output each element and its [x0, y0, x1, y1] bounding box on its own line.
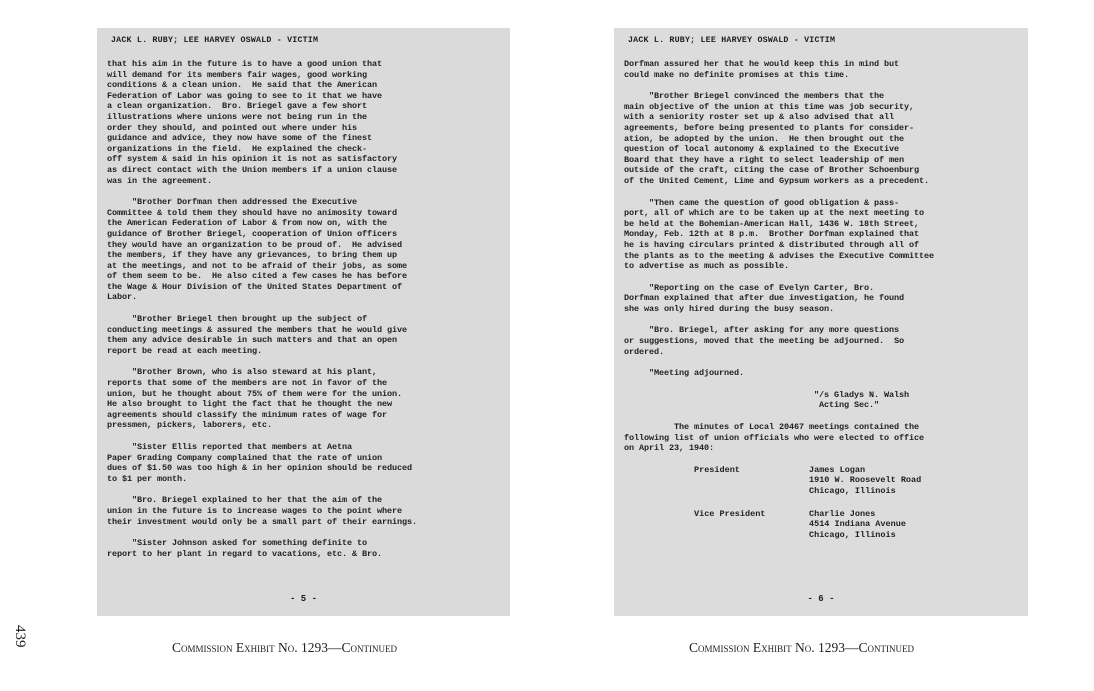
text-line: Paper Grading Company complained that the rate of union — [107, 452, 383, 463]
text-line: with a seniority roster set up & also advised that all — [624, 112, 895, 123]
right-page-header: JACK L. RUBY; LEE HARVEY OSWALD - VICTIM — [628, 36, 836, 45]
text-line: "Bro. Briegel explained to her that the aim of the — [107, 495, 383, 506]
text-line: off system & said in his opinion it is not as satisfactory — [107, 154, 398, 165]
text-line: "Brother Briegel then brought up the subject of — [107, 314, 368, 325]
text-line: organizations in the field. He explained the check- — [107, 143, 368, 154]
text-line: Committee & told them they should have no animosity toward — [107, 207, 398, 218]
text-line: Board that they have a right to select leadership of men — [624, 154, 905, 165]
text-line: "Brother Dorfman then addressed the Executive — [107, 197, 358, 208]
minutes-paragraph — [624, 422, 1018, 454]
right-page-number: - 6 - — [807, 594, 835, 604]
text-line: he is having circulars printed & distributed through all of — [624, 239, 920, 250]
text-line: they would have an organization to be proud of. He advised — [107, 239, 403, 250]
text-line: she was only hired during the busy season. — [624, 303, 835, 314]
text-line: Dorfman explained that after due investigation, he found — [624, 293, 905, 304]
text-line: to advertise as much as possible. — [624, 261, 790, 272]
text-line: could make no definite promises at this time. — [624, 69, 850, 80]
right-caption: Commission Exhibit No. 1293—Continued — [689, 640, 914, 655]
text-line: "Then came the question of good obligation & pass- — [624, 197, 900, 208]
text-line: agreements, before being presented to plants for consider- — [624, 122, 915, 133]
officer-address — [809, 509, 906, 541]
text-line: conducting meetings & assured the members that he would give — [107, 324, 408, 335]
text-line: main objective of the union at this time was job security, — [624, 101, 915, 112]
left-paragraph — [107, 59, 500, 186]
left-paragraph — [107, 442, 500, 484]
text-line: a clean organization. Bro. Briegel gave a few short — [107, 101, 368, 112]
text-line: ordered. — [624, 346, 665, 357]
right-paragraph — [624, 59, 1018, 80]
text-line: The minutes of Local 20467 meetings contained the — [624, 422, 920, 433]
text-line: dues of $1.50 was too high & in her opinion should be reduced — [107, 463, 413, 474]
text-line: guidance of Brother Briegel, cooperation of Union officers — [107, 228, 398, 239]
text-line: Chicago, Illinois — [809, 486, 896, 496]
right-paragraph — [624, 198, 1018, 272]
text-line: or suggestions, moved that the meeting be adjourned. So — [624, 336, 905, 347]
text-line: them any advice desirable in such matters and that an open — [107, 335, 398, 346]
text-line: of the United Cement, Lime and Gypsum workers as a precedent. — [624, 175, 930, 186]
text-line: Labor. — [107, 292, 138, 303]
officer-title: Vice President — [694, 508, 766, 519]
left-page-number: - 5 - — [289, 594, 317, 604]
right-paragraph — [624, 283, 1018, 315]
text-line: the Wage & Hour Division of the United States Department of — [107, 281, 403, 292]
text-line: at the meetings, and not to be afraid of their jobs, as some — [107, 260, 408, 271]
text-line: "Sister Ellis reported that members at Aetna — [107, 442, 353, 452]
text-line: report be read at each meeting. — [107, 345, 263, 356]
text-line: He also brought to light the fact that he thought the new — [107, 399, 393, 410]
right-page-body — [624, 59, 1018, 379]
text-line: as direct contact with the Union members if a union clause — [107, 164, 398, 175]
left-page-header: JACK L. RUBY; LEE HARVEY OSWALD - VICTIM — [111, 36, 319, 45]
text-line: Chicago, Illinois — [809, 529, 896, 540]
text-line: guidance and advice, they now have some of the finest — [107, 133, 373, 144]
text-line: be held at the Bohemian-American Hall, 1436 W. 18th Street, — [624, 218, 920, 229]
text-line: union, but he thought about 75% of them were for the union. — [107, 388, 403, 399]
officer-title: President — [694, 464, 740, 475]
text-line: Monday, Feb. 12th at 8 p.m. Brother Dorfman explained that — [624, 229, 920, 240]
left-caption: Commission Exhibit No. 1293—Continued — [172, 640, 397, 655]
text-line: that his aim in the future is to have a good union that — [107, 59, 383, 69]
officer-row — [624, 509, 1018, 541]
text-line: port, all of which are to be taken up at the next meeting to — [624, 208, 925, 219]
text-line: will demand for its members fair wages, good working — [107, 69, 368, 80]
signature-block — [624, 390, 1018, 411]
text-line: their investment would only be a small part of their earnings. — [107, 516, 418, 527]
text-line: was in the agreement. — [107, 175, 213, 186]
left-paragraph — [107, 367, 500, 431]
text-line: Charlie Jones — [809, 508, 876, 519]
officer-row — [624, 465, 1018, 497]
text-line: agreements should classify the minimum rates of wage for — [107, 409, 388, 420]
text-line: "Brother Briegel convinced the members that the — [624, 91, 885, 102]
text-line: 4514 Indiana Avenue — [809, 519, 906, 530]
text-line: union in the future is to increase wages to the point where — [107, 505, 403, 516]
text-line: following list of union officials who were elected to office — [624, 432, 925, 443]
right-page — [614, 28, 1028, 616]
text-line: "/s Gladys N. Walsh — [814, 389, 910, 400]
text-line: question of local autonomy & explained to the Executive — [624, 144, 900, 155]
text-line: "Bro. Briegel, after asking for any more questions — [624, 325, 900, 336]
text-line: outside of the craft, citing the case of Brother Schoenburg — [624, 165, 920, 176]
officer-address — [809, 465, 921, 497]
text-line: "Meeting adjourned. — [624, 368, 745, 379]
text-line: reports that some of the members are not in favor of the — [107, 378, 388, 389]
right-paragraph — [624, 368, 1018, 379]
text-line: to $1 per month. — [107, 473, 188, 484]
text-line: illustrations where unions were not being run in the — [107, 111, 368, 122]
right-paragraph — [624, 325, 1018, 357]
text-line: Dorfman assured her that he would keep this in mind but — [624, 59, 900, 69]
text-line: order they should, and pointed out where under his — [107, 122, 358, 133]
left-paragraph — [107, 197, 500, 303]
folio-number: 439 — [12, 625, 28, 648]
left-page-body — [107, 59, 500, 559]
text-line: the plants as to the meeting & advises the Executive Committee — [624, 250, 935, 261]
text-line: on April 23, 1940: — [624, 443, 715, 454]
text-line: "Brother Brown, who is also steward at his plant, — [107, 367, 378, 378]
text-line: Federation of Labor was going to see to it that we have — [107, 90, 383, 101]
text-line: the members, if they have any grievances, to bring them up — [107, 250, 398, 261]
text-line: James Logan — [809, 464, 866, 475]
text-line: the American Federation of Labor & from now on, with the — [107, 218, 388, 229]
text-line: ation, be adopted by the union. He then brought out the — [624, 133, 905, 144]
text-line: "Sister Johnson asked for something definite to — [107, 538, 368, 549]
text-line: of them seem to be. He also cited a few cases he has before — [107, 271, 408, 282]
officers-list — [624, 465, 1018, 541]
left-paragraph — [107, 495, 500, 527]
text-line: pressmen, pickers, laborers, etc. — [107, 420, 273, 431]
left-page — [97, 28, 510, 616]
text-line: 1910 W. Roosevelt Road — [809, 475, 922, 486]
right-paragraph — [624, 91, 1018, 186]
text-line: report to her plant in regard to vacations, etc. & Bro. — [107, 548, 383, 559]
left-paragraph — [107, 314, 500, 356]
text-line: "Reporting on the case of Evelyn Carter, Bro. — [624, 282, 875, 293]
left-paragraph — [107, 538, 500, 559]
text-line: conditions & a clean union. He said that the American — [107, 80, 378, 91]
text-line: Acting Sec." — [814, 400, 880, 411]
